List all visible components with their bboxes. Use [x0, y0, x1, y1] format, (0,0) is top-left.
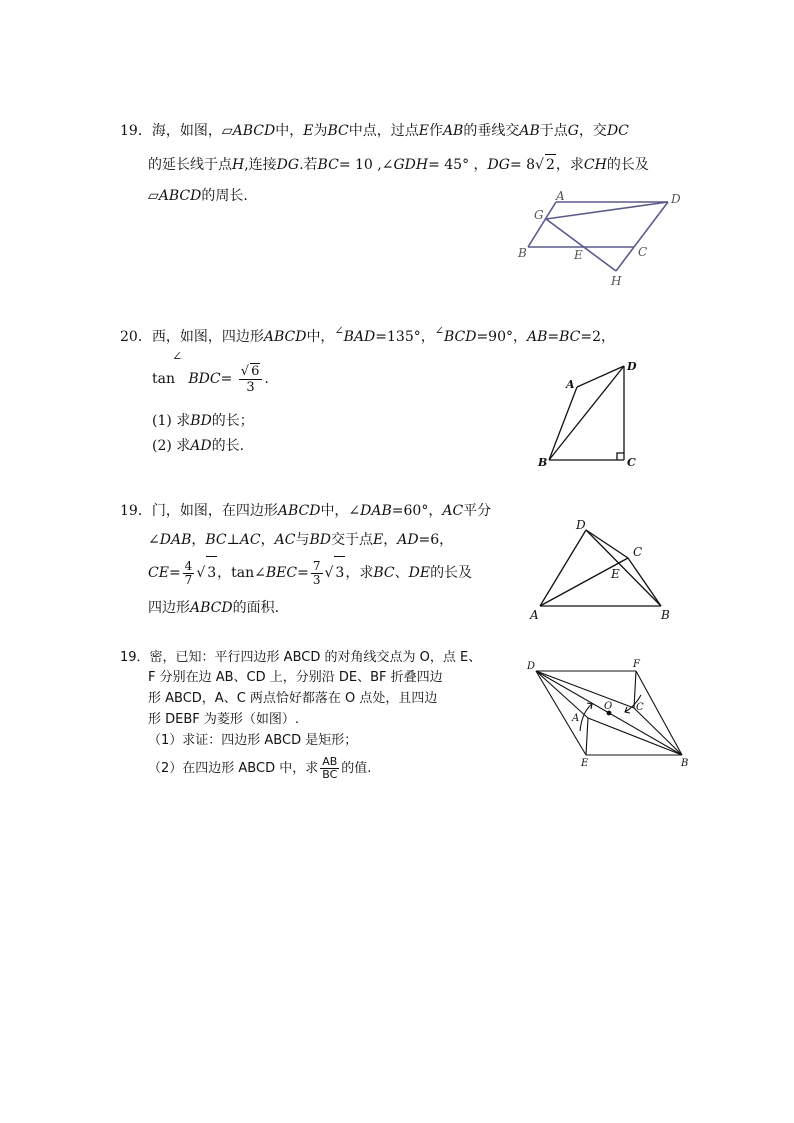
- p2-tan-line: tan BDC= $\frac{√ 6}{3}$ .: [152, 364, 269, 395]
- p2-label-a: A: [566, 378, 575, 391]
- p4-seg-ab: [588, 718, 682, 755]
- p1-label-c: C: [638, 245, 648, 259]
- p1-label-a: A: [556, 189, 565, 203]
- p4-line1: 19．密，已知：平行四边形 ABCD 的对角线交点为 O，点 E、: [120, 650, 482, 665]
- p3-label-e: E: [611, 567, 620, 581]
- p3-label-a: A: [530, 608, 539, 622]
- p3-label-c: C: [633, 545, 643, 559]
- p4-label-f: F: [633, 659, 640, 670]
- p1-label-e: E: [574, 248, 583, 262]
- p4-label-c: C: [636, 702, 644, 713]
- p4-line2: F 分别在边 AB、CD 上，分别沿 DE、BF 折叠四边: [148, 670, 443, 685]
- p4-label-d: D: [527, 661, 536, 672]
- p3-fraction-tan: $\frac{7}{3}$: [312, 558, 321, 587]
- p4-label-e: E: [581, 758, 589, 769]
- p4-label-o: O: [604, 701, 613, 712]
- p4-seg-da: [536, 671, 588, 718]
- p4-line6: （2）在四边形 ABCD 中，求 $\frac{AB}{BC}$ 的值.: [148, 755, 372, 781]
- p4-seg-dc: [536, 671, 634, 708]
- p3-fraction-ce: $\frac{4}{7}$: [184, 558, 193, 587]
- p4-label-a: A: [572, 713, 580, 724]
- p1-label-g: G: [534, 208, 544, 222]
- p1-label-d: D: [671, 192, 681, 206]
- p4-seg-ae: [586, 718, 588, 755]
- p3-line4: 四边形ABCD的面积.: [148, 600, 280, 616]
- p4-line5: （1）求证：四边形 ABCD 是矩形；: [148, 733, 358, 748]
- p2-fraction: $\frac{√ 6}{3}$: [239, 363, 263, 395]
- p1-label-b: B: [518, 246, 527, 260]
- p3-line1: 19．门，如图，在四边形ABCD中，∠DAB=60°，AC平分: [120, 503, 492, 519]
- p4-fold-arrow-a: [580, 704, 592, 731]
- p2-label-b: B: [538, 456, 548, 469]
- p2-label-c: C: [627, 456, 636, 469]
- p1-line2: 的延长线于点H,连接DG.若BC= 10 ,∠GDH= 45° ，DG= 8√ 2，求CH的长及: [148, 154, 649, 175]
- p1-line3: ▱ABCD的周长.: [148, 188, 248, 204]
- p2-sub2: (2) 求AD的长.: [152, 438, 245, 454]
- p2-line1: 20．西，如图，四边形ABCD中，∠BAD=135°，∠BCD=90°，AB=BC=2，: [120, 324, 616, 345]
- p1-label-h: H: [611, 274, 622, 288]
- p2-angle-mark: ∠: [172, 349, 183, 363]
- p3-label-d: D: [576, 518, 586, 532]
- p2-sub1: (1) 求BD的长；: [152, 413, 254, 429]
- p4-label-b: B: [681, 758, 689, 769]
- p4-fraction: $\frac{AB}{BC}$: [322, 755, 338, 781]
- p3-label-b: B: [661, 608, 670, 622]
- p4-line3: 形 ABCD，A、C 两点恰好都落在 O 点处，且四边: [148, 691, 438, 706]
- p3-line2: ∠DAB，BC⊥AC，AC与BD交于点E，AD=6，: [148, 532, 454, 548]
- p1-line1: 19．海，如图，▱ABCD中，E为BC中点，过点E作AB的垂线交AB于点G，交DC: [120, 123, 629, 139]
- p4-line4: 形 DEBF 为菱形（如图）.: [148, 712, 300, 727]
- p2-label-d: D: [627, 360, 637, 373]
- p3-line3: CE= $\frac{4}{7}$ √ 3，tan∠BEC= $\frac{7}{3}$ √ 3，求BC、DE的长及: [148, 556, 472, 588]
